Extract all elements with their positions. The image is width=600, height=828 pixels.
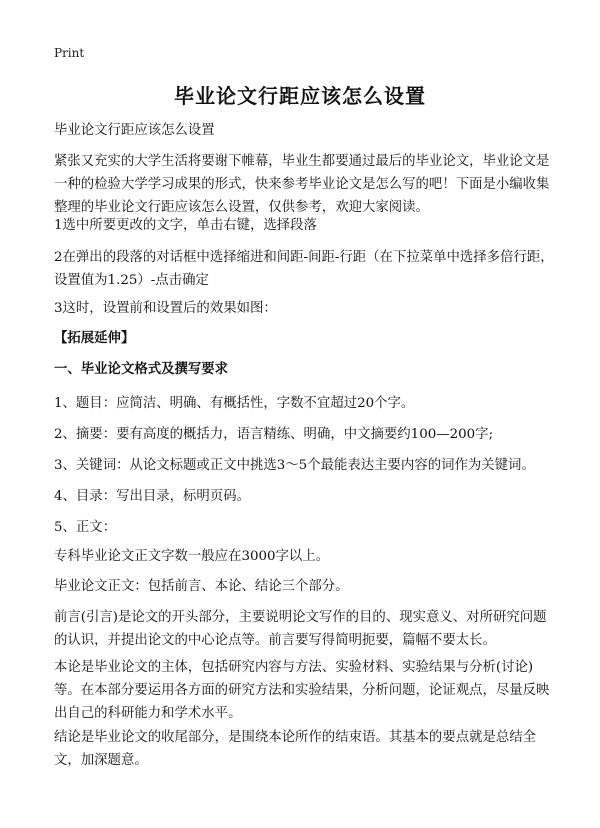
list-item: 2、摘要：要有高度的概括力，语言精练、明确，中文摘要约100—200字; [54, 427, 494, 442]
step-1: 1选中所要更改的文字，单击右键，选择段落 [54, 218, 317, 233]
list-item: 5、正文： [54, 520, 117, 535]
page-title: 毕业论文行距应该怎么设置 [174, 84, 426, 108]
conclusion-paragraph: 结论是毕业论文的收尾部分，是围绕本论所作的结束语。其基本的要点就是总结全文，加深题意。 [54, 730, 537, 768]
body-length-note: 专科毕业论文正文字数一般应在3000字以上。 [54, 549, 330, 564]
subtitle: 毕业论文行距应该怎么设置 [54, 123, 215, 138]
step-2: 2在弹出的段落的对话框中选择缩进和间距-间距-行距（在下拉菜单中选择多倍行距，设置值为1.25）-点击确定 [54, 250, 554, 288]
print-label: Print [54, 46, 85, 60]
intro-paragraph: 紧张又充实的大学生活将要谢下帷幕，毕业生都要通过最后的毕业论文，毕业论文是一种的检验大学学习成果的形式，快来参考毕业论文是怎么写的吧！下面是小编收集整理的毕业论文行距应该怎么设置，仅供参考，欢迎大家阅读。 [54, 154, 550, 215]
section-heading: 一、毕业论文格式及撰写要求 [54, 361, 229, 377]
list-item: 4、目录：写出目录，标明页码。 [54, 489, 250, 504]
step-3: 3这时，设置前和设置后的效果如图： [54, 301, 277, 316]
body-parts-note: 毕业论文正文：包括前言、本论、结论三个部分。 [54, 579, 349, 594]
list-item: 3、关键词：从论文标题或正文中挑选3～5个最能表达主要内容的词作为关键词。 [54, 458, 535, 473]
main-body-paragraph: 本论是毕业论文的主体，包括研究内容与方法、实验材料、实验结果与分析(讨论)等。在本部分要运用各方面的研究方法和实验结果，分析问题，论证观点，尽量反映出自己的科研能力和学术水平。 [54, 660, 550, 721]
list-item: 1、题目：应简洁、明确、有概括性，字数不宜超过20个字。 [54, 396, 415, 411]
preface-paragraph: 前言(引言)是论文的开头部分，主要说明论文写作的目的、现实意义、对所研究问题的认识，并提出论文的中心论点等。前言要写得简明扼要，篇幅不要太长。 [54, 610, 547, 648]
extension-heading: 【拓展延伸】 [54, 330, 135, 346]
